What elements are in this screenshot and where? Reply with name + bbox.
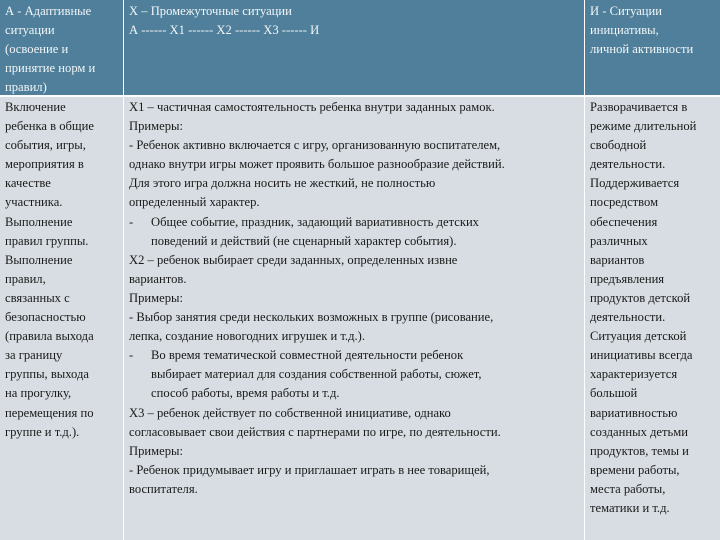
body-col-i-line: вариантов [590,252,645,267]
body-col-i-line: созданных детьми [590,424,688,439]
header-col-a-line: А - Адаптивные [5,4,92,18]
body-col-a-line: безопасностью [5,310,86,325]
header-col-a-line: (освоение и [5,42,69,56]
header-col-a-line: правил) [5,80,47,94]
body-col-x-line: способ работы, время работы и т.д. [151,386,340,401]
body-col-x-line: Х3 – ребенок действует по собственной инициативе, однако [129,405,451,420]
body-col-x-line: Х1 – частичная самостоятельность ребенка внутри заданных рамок. [129,100,495,114]
body-col-i-line: времени работы, [590,462,680,477]
body-col-i-line: различных [590,233,648,248]
body-col-i-line: Поддерживается [590,176,680,191]
body-col-i-line: продуктов, темы и [590,443,689,458]
body-col-x-line: - Выбор занятия среди нескольких возможных в группе (рисование, [129,310,494,325]
body-col-x-line: однако внутри игры может проявить большое разнообразие действий. [129,157,505,172]
row-divider [0,95,720,97]
body-col-a-line: (правила выхода [5,329,94,344]
body-col-i-line: большой [590,386,638,401]
body-col-a-line: Выполнение [5,252,73,267]
body-col-a-line: события, игры, [5,138,86,153]
body-col-x-line: - Ребенок придумывает игру и приглашает играть в нее товарищей, [129,462,490,477]
body-col-a-line: связанных с [5,290,70,305]
body-col-x-line: Х2 – ребенок выбирает среди заданных, определенных извне [129,252,458,267]
body-col-x-line: Примеры: [129,290,183,305]
body-col-i-line: места работы, [590,481,666,496]
body-col-i-line: продуктов детской [590,290,691,305]
header-col-x-line: Х – Промежуточные ситуации [129,4,292,18]
body-col-x-line: выбирает материал для создания собственной работы, сюжет, [151,367,482,382]
body-col-a-line: группы, выхода [5,367,89,382]
body-col-a-line: ребенка в общие [5,119,94,134]
body-col-i-line: свободной [590,138,647,153]
header-col-a [0,0,123,96]
body-col-a-line: мероприятия в [5,157,84,172]
dash-glyph: - [129,214,134,229]
header-col-x [124,0,584,96]
body-col-a-line: Включение [5,100,66,114]
header-col-a-line: ситуации [5,23,55,37]
header-col-x-line: А ------ Х1 ------ Х2 ------ Х3 ------ И [129,23,320,37]
body-col-x-bullet-line [129,213,579,232]
body-col-x-line: Примеры: [129,443,183,458]
header-col-i-line: личной активности [590,42,694,56]
body-col-x-line: Для этого игра должна носить не жесткий, не полностью [129,176,436,191]
body-col-i-line: Разворачивается в [590,100,688,114]
body-col-a-line: участника. [5,195,63,210]
body-col-x-line: вариантов. [129,271,187,286]
body-col-x-line: - Ребенок активно включается с игру, организованную воспитателем, [129,138,501,153]
body-col-a-line: перемещения по [5,405,94,420]
column-divider [123,0,124,540]
body-col-x-line: лепка, создание новогодних игрушек и т.д.). [129,329,365,344]
body-col-a-line: за границу [5,348,63,363]
body-col-x-line-text: Общее событие, праздник, задающий вариативность детских [151,214,479,229]
body-col-i-line: посредством [590,195,659,210]
body-col-x-line: Примеры: [129,119,183,134]
header-col-a-line: принятие норм и [5,61,96,75]
body-col-i-line: инициативы всегда [590,348,693,363]
body-col-x-line: поведений и действий (не сценарный характер события). [151,233,457,248]
body-col-a-line: группе и т.д.). [5,424,80,439]
body-col-x [124,96,584,540]
body-col-x-line: определенный характер. [129,195,260,210]
body-col-a-line: на прогулку, [5,386,72,401]
body-col-i-line: обеспечения [590,214,658,229]
header-col-i [585,0,720,96]
body-col-a-line: правил группы. [5,233,89,248]
body-col-i [585,96,720,540]
body-col-x-line: воспитателя. [129,481,198,496]
body-col-a [0,96,123,540]
body-col-x-line: согласовывает свои действия с партнерами по игре, по деятельности. [129,424,501,439]
body-col-i-line: Ситуация детской [590,329,687,344]
body-col-x-line-text: Во время тематической совместной деятельности ребенок [151,348,464,363]
column-divider [584,0,585,540]
body-col-i-line: предъявления [590,271,665,286]
dash-glyph: - [129,348,134,363]
body-col-i-line: вариативностью [590,405,678,420]
body-col-i-line: деятельности. [590,157,666,172]
header-col-i-line: инициативы, [590,23,659,37]
body-col-a-line: Выполнение [5,214,73,229]
body-col-i-line: тематики и т.д. [590,500,670,515]
body-col-x-bullet-line [129,346,579,365]
header-col-i-line: И - Ситуации [590,4,663,18]
body-col-i-line: деятельности. [590,310,666,325]
body-col-i-line: характеризуется [590,367,678,382]
body-col-a-line: качестве [5,176,51,191]
body-col-i-line: режиме длительной [590,119,697,134]
body-col-a-line: правил, [5,271,46,286]
